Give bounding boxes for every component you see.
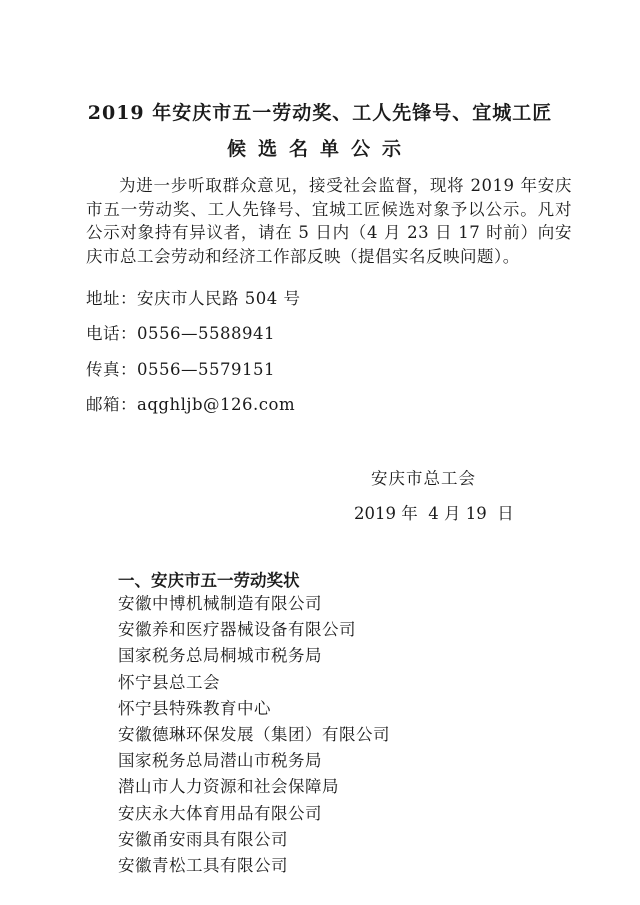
section-heading: 一、安庆市五一劳动奖状	[118, 571, 300, 590]
list-item: 安徽中博机械制造有限公司	[118, 594, 322, 613]
contact-phone: 电话：0556—5588941	[86, 324, 275, 343]
signature-organization: 安庆市总工会	[371, 469, 476, 488]
document-subtitle: 候选名单公示	[226, 138, 413, 160]
list-item: 安庆永大体育用品有限公司	[118, 803, 322, 823]
list-item: 安徽青松工具有限公司	[118, 855, 288, 875]
signature-date: 2019 年 4 月 19 日	[354, 504, 514, 523]
list-item: 安徽养和医疗器械设备有限公司	[118, 620, 356, 640]
list-item: 怀宁县总工会	[118, 672, 220, 692]
nominee-list	[118, 591, 390, 879]
list-item: 安徽甬安雨具有限公司	[118, 829, 288, 849]
intro-paragraph: 为进一步听取群众意见，接受社会监督，现将 2019 年安庆市五一劳动奖、工人先锋号、宜城工匠候选对象予以公示。凡对公示对象持有异议者，请在 5 日内（4 月 23 日 17 时前）向安庆市总工会劳动和经济工作部反映（提倡实名反映问题）。	[86, 176, 572, 266]
contact-address: 地址：安庆市人民路 504 号	[86, 289, 301, 308]
contact-email: 邮箱：aqghljb@126.com	[86, 395, 296, 414]
list-item: 国家税务总局桐城市税务局	[118, 646, 322, 666]
document-title: 2019 年安庆市五一劳动奖、工人先锋号、宜城工匠	[87, 102, 553, 124]
list-item: 怀宁县特殊教育中心	[118, 698, 271, 718]
list-item: 潜山市人力资源和社会保障局	[118, 777, 339, 797]
list-item: 国家税务总局潜山市税务局	[118, 751, 322, 771]
list-item: 安徽德琳环保发展（集团）有限公司	[118, 724, 390, 744]
contact-fax: 传真：0556—5579151	[86, 360, 275, 379]
